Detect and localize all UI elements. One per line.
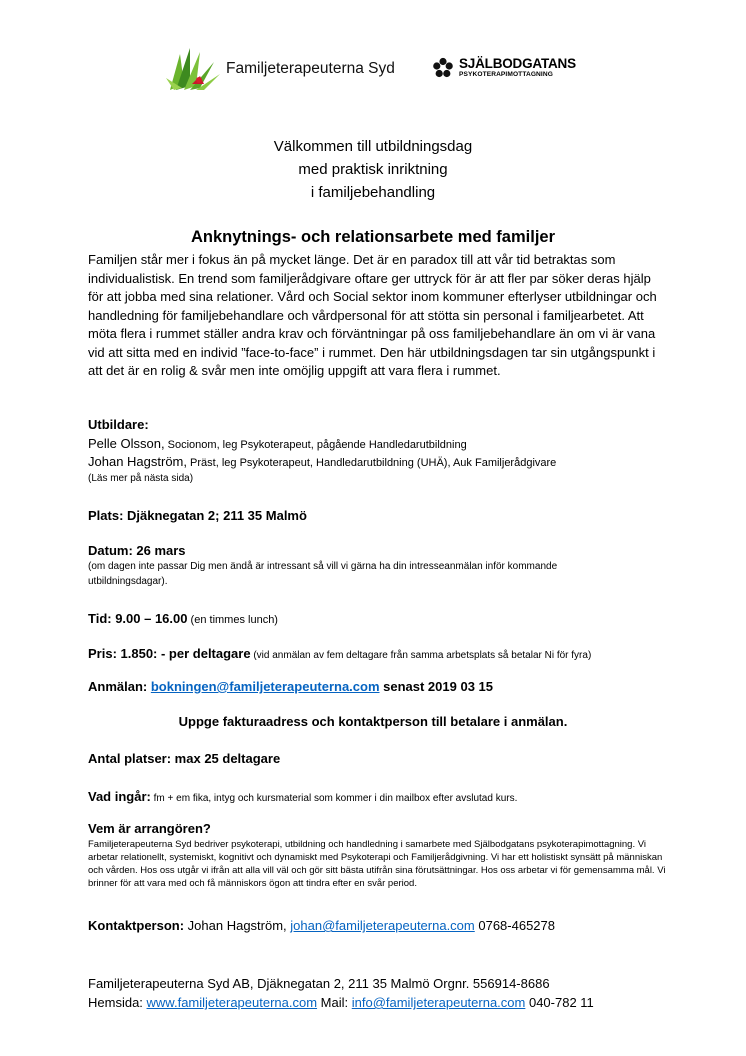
trainers-label: Utbildare: — [88, 417, 149, 432]
footer-home-label: Hemsida: — [88, 995, 147, 1010]
registration — [88, 679, 493, 694]
footer-mail-link[interactable]: info@familjeterapeuterna.com — [351, 995, 526, 1010]
trainer-2-desc: Präst, leg Psykoterapeut, Handledarutbildning (UHÄ), Auk Familjerådgivare — [187, 457, 557, 469]
trainer-1-desc: Socionom, leg Psykoterapeut, pågående Handledarutbildning — [164, 439, 467, 451]
includes-label: Vad ingår: — [88, 789, 151, 804]
footer-mail-label: Mail: — [317, 995, 352, 1010]
registration-deadline: senast 2019 03 15 — [379, 679, 493, 694]
seats: Antal platser: max 25 deltagare — [88, 751, 281, 766]
invoice-note: Uppge fakturaadress och kontaktperson till betalare i anmälan. — [178, 714, 568, 729]
intro-paragraph: Familjen står mer i fokus än på mycket länge. Det är en paradox till att vår tid betraktas som individualistisk. En trend som familjerådgivare oftare ger uttryck för är att fler par söker deras hjälp för att jobba med sina relationer. Vård och Social sektor inom kommuner efterlyser utbildningar och handledning för familjebehandlare och vårdpersonal för att stötta sin personal i familjearbetet. Att möta flera i rummet ställer andra krav och förväntningar på oss familjebehandlare än om vi är vana vid att sitta med en individ ”face-to-face” i rummet. Den här utbildningsdagen tar sin utgångspunkt i att det är en rolig & svår men inte omöjlig uppgift att vara flera i rummet. — [88, 252, 657, 378]
organizer-text: Familjeterapeuterna Syd bedriver psykoterapi, utbildning och handledning i samarbete med Själbodgatans psykoterapimottagning. Vi arbetar relationellt, systemiskt, kognitivt och dynamiskt med Psykoterapi och Familjerådgivning. Vi har ett holistiskt synsätt på människan och vården. Hos oss utgår vi ifrån att alla vill väl och gör sitt bästa utifrån sina förutsättningar. Hos oss arbetar vi för gemensamma mål. Vi brinner för att vara med och få människors ögon att tindra efter en svår period. — [88, 839, 666, 889]
registration-label: Anmälan: — [88, 679, 151, 694]
includes-text: fm + em fika, intyg och kursmaterial som kommer i din mailbox efter avslutad kurs. — [150, 793, 518, 804]
contact-label: Kontaktperson: — [88, 918, 185, 933]
trainer-1 — [88, 435, 467, 453]
welcome-line-2: med praktisk inriktning — [298, 161, 448, 178]
sjalbodgatans-logo — [432, 57, 576, 79]
contact-name: Johan Hagström, — [184, 918, 291, 933]
familjeterapeuterna-logo — [166, 44, 395, 94]
contact — [88, 918, 555, 933]
trainer-1-name: Pelle Olsson, — [88, 436, 165, 451]
date-label: Datum: 26 mars — [88, 543, 186, 558]
footer-line-1: Familjeterapeuterna Syd AB, Djäknegatan 2, 211 35 Malmö Orgnr. 556914-8686 — [88, 976, 550, 991]
welcome-block — [0, 135, 746, 204]
price-note: (vid anmälan av fem deltagare från samma arbetsplats så betalar Ni för fyra) — [250, 650, 592, 661]
course-heading: Anknytnings- och relationsarbete med familjer — [191, 228, 555, 246]
logo2-main: SJÄLBODGATANS — [459, 56, 576, 72]
contact-phone: 0768-465278 — [474, 918, 555, 933]
time-note: (en timmes lunch) — [187, 614, 278, 626]
grass-icon — [166, 44, 222, 94]
trainer-2-name: Johan Hagström, — [88, 454, 187, 469]
welcome-line-3: i familjebehandling — [310, 184, 436, 201]
price-label: Pris: 1.850: - per deltagare — [88, 646, 251, 661]
welcome-line-1: Välkommen till utbildningsdag — [273, 138, 473, 155]
price — [88, 645, 591, 663]
footer-phone: 040-782 11 — [525, 995, 594, 1010]
time — [88, 610, 278, 628]
trainers-note: (Läs mer på nästa sida) — [88, 473, 194, 484]
trainer-2 — [88, 453, 556, 471]
time-label: Tid: 9.00 – 16.00 — [88, 611, 188, 626]
contact-email-link[interactable]: johan@familjeterapeuterna.com — [290, 918, 475, 933]
flower-icon — [432, 57, 454, 79]
includes — [88, 788, 517, 806]
date-note-1: (om dagen inte passar Dig men ändå är intressant så vill vi gärna ha din intresseanmälan inför kommande — [88, 561, 558, 572]
logo2-sub: PSYKOTERAPIMOTTAGNING — [459, 70, 553, 78]
place: Plats: Djäknegatan 2; 211 35 Malmö — [88, 508, 307, 523]
organizer-label: Vem är arrangören? — [88, 821, 211, 836]
date-note-2: utbildningsdagar). — [88, 576, 168, 587]
logo1-text: Familjeterapeuterna Syd — [226, 60, 395, 77]
footer-line-2 — [88, 995, 594, 1010]
footer-home-link[interactable]: www.familjeterapeuterna.com — [146, 995, 318, 1010]
registration-email-link[interactable]: bokningen@familjeterapeuterna.com — [150, 679, 380, 694]
